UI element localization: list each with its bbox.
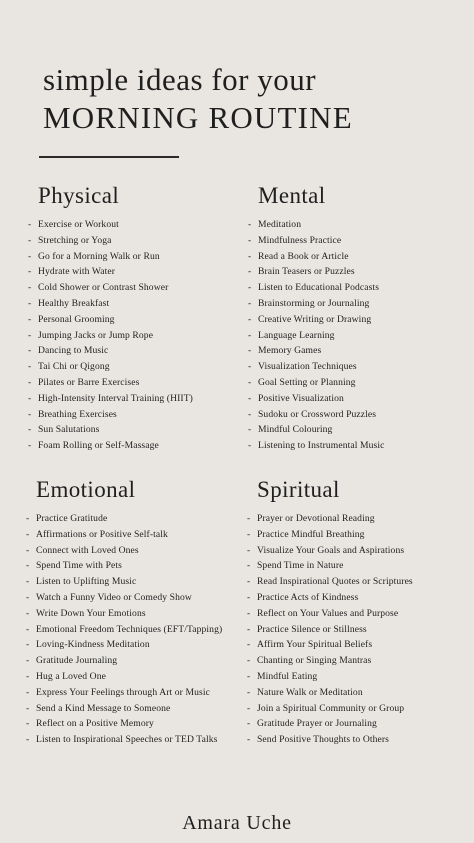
list-item	[28, 296, 193, 312]
list-item	[28, 422, 193, 438]
list-item	[248, 343, 384, 359]
bullet-dash: -	[28, 424, 32, 436]
list-item-label: Exercise or Workout	[38, 219, 119, 230]
list-item-label: Write Down Your Emotions	[36, 607, 146, 619]
list-item	[26, 574, 222, 590]
bullet-dash: -	[26, 734, 30, 746]
bullet-dash: -	[26, 576, 30, 588]
list-item	[26, 622, 222, 638]
list-item	[26, 543, 222, 559]
list-item-label: Join a Spiritual Community or Group	[257, 702, 405, 714]
list-item-label: Visualize Your Goals and Aspirations	[257, 544, 405, 556]
bullet-dash: -	[28, 392, 32, 404]
list-item	[247, 558, 413, 574]
list-item-label: Healthy Breakfast	[38, 297, 110, 309]
bullet-dash: -	[248, 219, 252, 230]
list-item-label: Foam Rolling or Self-Massage	[38, 440, 159, 452]
list-item	[28, 328, 193, 344]
bullet-dash: -	[26, 639, 30, 651]
bullet-dash: -	[248, 282, 252, 294]
list-item	[248, 359, 384, 375]
bullet-dash: -	[26, 686, 30, 698]
list-item-label: Loving-Kindness Meditation	[36, 639, 150, 651]
list-item	[247, 590, 413, 606]
list-item-label: Brainstorming or Journaling	[258, 297, 370, 309]
bullet-dash: -	[26, 560, 30, 572]
list-item	[247, 637, 413, 653]
list-item	[247, 574, 413, 590]
list-item	[247, 701, 413, 717]
bullet-dash: -	[248, 234, 252, 246]
bullet-dash: -	[26, 607, 30, 619]
list-item	[247, 543, 413, 559]
list-item-label: Language Learning	[258, 329, 335, 341]
list-item-label: Creative Writing or Drawing	[258, 313, 372, 325]
list-item	[26, 590, 222, 606]
list-item	[247, 653, 413, 669]
list-item	[248, 296, 384, 312]
bullet-dash: -	[28, 345, 32, 357]
list-item	[28, 217, 193, 233]
bullet-dash: -	[28, 297, 32, 309]
list-item-label: Chanting or Singing Mantras	[257, 655, 372, 667]
list-item	[26, 685, 222, 701]
section-heading: Spiritual	[257, 477, 340, 502]
list-item	[26, 732, 222, 748]
bullet-dash: -	[247, 576, 251, 588]
list-item-label: Mindful Eating	[257, 670, 318, 682]
list-item-label: Sun Salutations	[38, 424, 100, 436]
list-item	[28, 391, 193, 407]
title-line-1: simple ideas for your	[43, 62, 317, 97]
list-item-label: Gratitude Journaling	[36, 655, 118, 667]
list-item-label: Listen to Uplifting Music	[36, 576, 137, 588]
list-item-label: High-Intensity Interval Training (HIIT)	[38, 392, 193, 404]
list-item-label: Memory Games	[258, 345, 322, 357]
list-item-label: Sudoku or Crossword Puzzles	[258, 408, 377, 420]
bullet-dash: -	[26, 544, 30, 556]
list-item	[248, 422, 384, 438]
list-item-label: Practice Silence or Stillness	[257, 623, 367, 635]
bullet-dash: -	[247, 670, 251, 682]
bullet-dash: -	[247, 639, 251, 651]
list-item	[248, 249, 384, 265]
list-item	[247, 685, 413, 701]
list-item	[247, 622, 413, 638]
bullet-dash: -	[247, 655, 251, 667]
list-item	[28, 280, 193, 296]
bullet-dash: -	[248, 266, 252, 278]
list-item-label: Reflect on a Positive Memory	[36, 718, 154, 730]
bullet-dash: -	[28, 266, 32, 278]
list-item-label: Tai Chi or Qigong	[38, 361, 110, 373]
bullet-dash: -	[248, 440, 252, 452]
bullet-dash: -	[28, 234, 32, 246]
list-item-label: Mindful Colouring	[258, 424, 333, 436]
item-list	[28, 217, 193, 454]
bullet-dash: -	[248, 408, 252, 420]
bullet-dash: -	[247, 544, 251, 556]
bullet-dash: -	[28, 440, 32, 452]
list-item-label: Gratitude Prayer or Journaling	[257, 718, 377, 730]
list-item	[248, 438, 384, 454]
list-item	[28, 264, 193, 280]
list-item	[26, 669, 222, 685]
list-item-label: Breathing Exercises	[38, 408, 117, 420]
bullet-dash: -	[28, 408, 32, 420]
list-item-label: Personal Grooming	[38, 313, 115, 325]
list-item-label: Pilates or Barre Exercises	[38, 376, 140, 388]
item-list	[248, 217, 384, 454]
list-item	[28, 407, 193, 423]
list-item	[28, 359, 193, 375]
bullet-dash: -	[248, 392, 252, 404]
section-heading: Physical	[38, 183, 120, 208]
bullet-dash: -	[247, 686, 251, 698]
list-item	[28, 233, 193, 249]
list-item-label: Practice Acts of Kindness	[257, 591, 359, 603]
list-item-label: Dancing to Music	[38, 345, 109, 357]
list-item-label: Emotional Freedom Techniques (EFT/Tapping)	[36, 623, 223, 635]
list-item	[28, 375, 193, 391]
section-heading: Mental	[258, 183, 326, 208]
bullet-dash: -	[26, 670, 30, 682]
bullet-dash: -	[248, 313, 252, 325]
author-name: Amara Uche	[182, 812, 292, 834]
list-item-label: Nature Walk or Meditation	[257, 686, 363, 698]
item-list	[26, 511, 222, 748]
list-item	[28, 438, 193, 454]
list-item	[248, 264, 384, 280]
list-item	[26, 527, 222, 543]
list-item	[26, 637, 222, 653]
bullet-dash: -	[247, 513, 251, 524]
list-item	[248, 328, 384, 344]
list-item-label: Meditation	[258, 219, 302, 230]
bullet-dash: -	[247, 623, 251, 635]
list-item	[28, 343, 193, 359]
list-item	[247, 716, 413, 732]
bullet-dash: -	[247, 702, 251, 714]
bullet-dash: -	[26, 513, 30, 524]
list-item	[26, 701, 222, 717]
list-item-label: Listen to Inspirational Speeches or TED Talks	[36, 734, 218, 746]
bullet-dash: -	[248, 297, 252, 309]
bullet-dash: -	[28, 329, 32, 341]
list-item-label: Spend Time with Pets	[36, 560, 122, 572]
list-item-label: Read a Book or Article	[258, 250, 349, 262]
bullet-dash: -	[248, 376, 252, 388]
bullet-dash: -	[248, 361, 252, 373]
bullet-dash: -	[247, 718, 251, 730]
list-item	[247, 511, 413, 527]
bullet-dash: -	[247, 607, 251, 619]
bullet-dash: -	[247, 560, 251, 572]
list-item	[26, 511, 222, 527]
bullet-dash: -	[28, 282, 32, 294]
list-item-label: Brain Teasers or Puzzles	[258, 266, 355, 278]
list-item-label: Spend Time in Nature	[257, 560, 344, 572]
list-item	[26, 606, 222, 622]
list-item	[248, 280, 384, 296]
list-item-label: Hydrate with Water	[38, 266, 116, 278]
list-item	[248, 217, 384, 233]
bullet-dash: -	[248, 424, 252, 436]
list-item-label: Listening to Instrumental Music	[258, 440, 385, 452]
list-item-label: Connect with Loved Ones	[36, 544, 139, 556]
bullet-dash: -	[247, 528, 251, 540]
bullet-dash: -	[28, 376, 32, 388]
list-item-label: Visualization Techniques	[258, 361, 357, 373]
list-item-label: Jumping Jacks or Jump Rope	[38, 329, 154, 341]
bullet-dash: -	[28, 361, 32, 373]
list-item	[248, 375, 384, 391]
list-item-label: Send a Kind Message to Someone	[36, 702, 171, 714]
section-spiritual	[247, 475, 413, 748]
list-item-label: Cold Shower or Contrast Shower	[38, 282, 169, 294]
list-item-label: Positive Visualization	[258, 392, 344, 404]
list-item-label: Prayer or Devotional Reading	[257, 513, 375, 524]
bullet-dash: -	[26, 623, 30, 635]
bullet-dash: -	[247, 591, 251, 603]
title-line-2: MORNING ROUTINE	[43, 100, 353, 135]
bullet-dash: -	[248, 329, 252, 341]
list-item-label: Express Your Feelings through Art or Music	[36, 686, 210, 698]
list-item-label: Read Inspirational Quotes or Scriptures	[257, 576, 413, 588]
list-item-label: Send Positive Thoughts to Others	[257, 734, 390, 746]
bullet-dash: -	[26, 718, 30, 730]
list-item	[28, 249, 193, 265]
list-item-label: Stretching or Yoga	[38, 234, 112, 246]
list-item	[26, 653, 222, 669]
section-physical	[28, 181, 193, 454]
bullet-dash: -	[247, 734, 251, 746]
list-item-label: Affirm Your Spiritual Beliefs	[257, 639, 373, 651]
title-divider	[39, 156, 179, 158]
list-item-label: Reflect on Your Values and Purpose	[257, 607, 399, 619]
bullet-dash: -	[26, 655, 30, 667]
bullet-dash: -	[248, 250, 252, 262]
list-item-label: Watch a Funny Video or Comedy Show	[36, 591, 192, 603]
section-emotional	[26, 475, 223, 748]
bullet-dash: -	[28, 219, 32, 230]
list-item	[247, 669, 413, 685]
bullet-dash: -	[28, 250, 32, 262]
list-item	[248, 233, 384, 249]
list-item-label: Hug a Loved One	[36, 670, 106, 682]
section-heading: Emotional	[36, 477, 136, 502]
list-item-label: Goal Setting or Planning	[258, 376, 356, 388]
list-item	[248, 312, 384, 328]
list-item-label: Listen to Educational Podcasts	[258, 282, 380, 294]
list-item	[248, 407, 384, 423]
list-item	[26, 716, 222, 732]
list-item	[248, 391, 384, 407]
list-item-label: Practice Mindful Breathing	[257, 528, 365, 540]
list-item-label: Mindfulness Practice	[258, 234, 342, 246]
list-item-label: Affirmations or Positive Self-talk	[36, 528, 168, 540]
list-item	[247, 527, 413, 543]
list-item	[247, 732, 413, 748]
section-mental	[248, 181, 385, 454]
list-item	[247, 606, 413, 622]
item-list	[247, 511, 413, 748]
bullet-dash: -	[26, 528, 30, 540]
list-item-label: Go for a Morning Walk or Run	[38, 250, 160, 262]
bullet-dash: -	[26, 591, 30, 603]
bullet-dash: -	[28, 313, 32, 325]
list-item	[26, 558, 222, 574]
bullet-dash: -	[248, 345, 252, 357]
list-item	[28, 312, 193, 328]
list-item-label: Practice Gratitude	[36, 513, 108, 524]
bullet-dash: -	[26, 702, 30, 714]
